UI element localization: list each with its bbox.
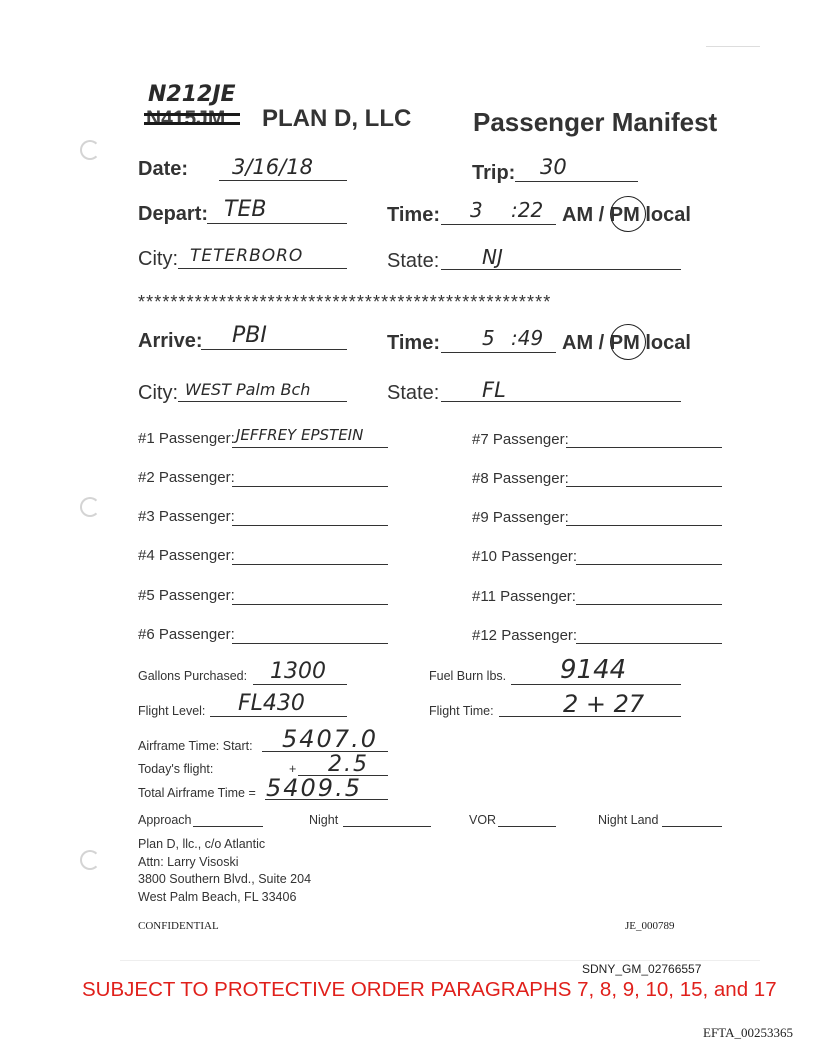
tail-number-struck: N415JM [146, 107, 226, 130]
arrive-state-label: State: [387, 382, 440, 404]
passenger-7-line [566, 447, 722, 448]
passenger-1-name: JEFFREY EPSTEIN [236, 426, 364, 444]
depart-state-value: NJ [482, 245, 503, 269]
binder-hole-top [80, 140, 100, 160]
passenger-10-label: #10 Passenger: [472, 548, 578, 565]
night-line [343, 826, 431, 827]
separator-asterisks: *************************************************** [138, 292, 552, 312]
gallons-value: 1300 [270, 659, 326, 684]
depart-city-line [178, 268, 347, 269]
strike-line-2 [144, 122, 240, 125]
arrive-time-minute: :49 [511, 326, 544, 350]
arrive-city-line [178, 401, 347, 402]
depart-time-hour: 3 [470, 198, 483, 222]
bates-sdny: SDNY_GM_02766557 [582, 962, 702, 976]
address-line-1: Plan D, llc., c/o Atlantic [138, 837, 266, 851]
passenger-7-label: #7 Passenger: [472, 431, 569, 448]
depart-city-value: TETERBORO [190, 246, 304, 266]
scan-edge-line [120, 960, 760, 961]
address-line-4: West Palm Beach, FL 33406 [138, 889, 297, 904]
arrive-ampm-local: AM / PM local [562, 332, 691, 354]
trip-line [515, 181, 638, 182]
passenger-8-line [566, 486, 722, 487]
passenger-9-line [566, 525, 722, 526]
approach-line [193, 826, 263, 827]
passenger-1-line [232, 447, 388, 448]
vor-line [498, 826, 556, 827]
strike-line-1 [144, 113, 240, 116]
date-line [219, 180, 347, 181]
todays-flight-value: 2.5 [328, 752, 369, 777]
depart-time-label: Time: [387, 204, 440, 226]
depart-pm-circle [610, 196, 646, 232]
arrive-label: Arrive: [138, 330, 203, 352]
address-line-2: Attn: Larry Visoski [138, 854, 239, 869]
approach-label: Approach [138, 813, 192, 827]
vor-label: VOR [469, 813, 497, 827]
flight-level-value: FL430 [238, 691, 305, 716]
passenger-1-label: #1 Passenger: [138, 430, 235, 447]
trip-label: Trip: [472, 162, 516, 184]
gallons-label: Gallons Purchased: [138, 669, 248, 683]
total-airframe-label: Total Airframe Time = [138, 786, 256, 800]
depart-city-label: City: [138, 248, 178, 270]
depart-state-line [441, 269, 681, 270]
passenger-2-line [232, 486, 388, 487]
night-label: Night [309, 813, 339, 827]
airframe-start-value: 5407.0 [282, 725, 378, 753]
depart-time-minute: :22 [511, 198, 544, 222]
arrive-line [201, 349, 347, 350]
passenger-3-line [232, 525, 388, 526]
passenger-10-line [576, 564, 722, 565]
arrive-state-value: FL [482, 378, 506, 402]
passenger-11-line [576, 604, 722, 605]
arrive-time-label: Time: [387, 332, 440, 354]
binder-hole-bottom [80, 850, 100, 870]
arrive-state-line [441, 401, 681, 402]
passenger-12-label: #12 Passenger: [472, 627, 578, 644]
todays-flight-label: Today's flight: [138, 762, 214, 776]
bates-je: JE_000789 [625, 920, 675, 932]
night-land-line [662, 826, 722, 827]
depart-value: TEB [224, 197, 267, 222]
trip-value: 30 [540, 155, 567, 179]
arrive-value: PBI [232, 323, 267, 348]
night-land-label: Night Land [598, 813, 659, 827]
passenger-5-label: #5 Passenger: [138, 587, 235, 604]
passenger-5-line [232, 604, 388, 605]
passenger-2-label: #2 Passenger: [138, 469, 235, 486]
arrive-pm-circle [610, 324, 646, 360]
address-block [138, 836, 311, 906]
airframe-start-label: Airframe Time: Start: [138, 739, 253, 753]
flight-time-value: 2 + 27 [563, 690, 645, 718]
document-title: Passenger Manifest [473, 107, 718, 137]
passenger-6-label: #6 Passenger: [138, 626, 235, 643]
todays-flight-plus: + [289, 762, 297, 776]
depart-label: Depart: [138, 203, 209, 225]
flight-level-line [210, 716, 347, 717]
passenger-4-line [232, 564, 388, 565]
passenger-8-label: #8 Passenger: [472, 470, 569, 487]
efta-number: EFTA_00253365 [703, 1025, 793, 1040]
arrive-time-hour: 5 [482, 326, 495, 350]
date-value: 3/16/18 [232, 155, 313, 179]
total-airframe-value: 5409.5 [266, 774, 362, 802]
fuel-burn-value: 9144 [560, 655, 627, 685]
arrive-time-line [441, 352, 556, 353]
flight-level-label: Flight Level: [138, 704, 206, 718]
passenger-11-label: #11 Passenger: [472, 588, 576, 605]
arrive-city-value: WEST Palm Bch [185, 380, 311, 399]
binder-hole-middle [80, 497, 100, 517]
depart-time-line [441, 224, 556, 225]
confidential-label: CONFIDENTIAL [138, 920, 219, 932]
passenger-3-label: #3 Passenger: [138, 508, 235, 525]
company-name: PLAN D, LLC [262, 105, 412, 132]
flight-time-label: Flight Time: [429, 704, 494, 718]
passenger-12-line [576, 643, 722, 644]
date-label: Date: [138, 158, 189, 180]
passenger-4-label: #4 Passenger: [138, 547, 235, 564]
passenger-6-line [232, 643, 388, 644]
depart-state-label: State: [387, 250, 440, 272]
address-line-3: 3800 Southern Blvd., Suite 204 [138, 872, 312, 886]
fuel-burn-label: Fuel Burn lbs. [429, 669, 507, 683]
gallons-line [253, 684, 347, 685]
arrive-city-label: City: [138, 382, 178, 404]
passenger-9-label: #9 Passenger: [472, 509, 569, 526]
protective-order-notice: SUBJECT TO PROTECTIVE ORDER PARAGRAPHS 7, 8, 9, 10, 15, and 17 [82, 978, 777, 1001]
depart-line [207, 223, 347, 224]
tail-number-handwritten: N212JE [148, 82, 236, 107]
scan-mark [706, 46, 760, 47]
depart-ampm-local: AM / PM local [562, 204, 691, 226]
